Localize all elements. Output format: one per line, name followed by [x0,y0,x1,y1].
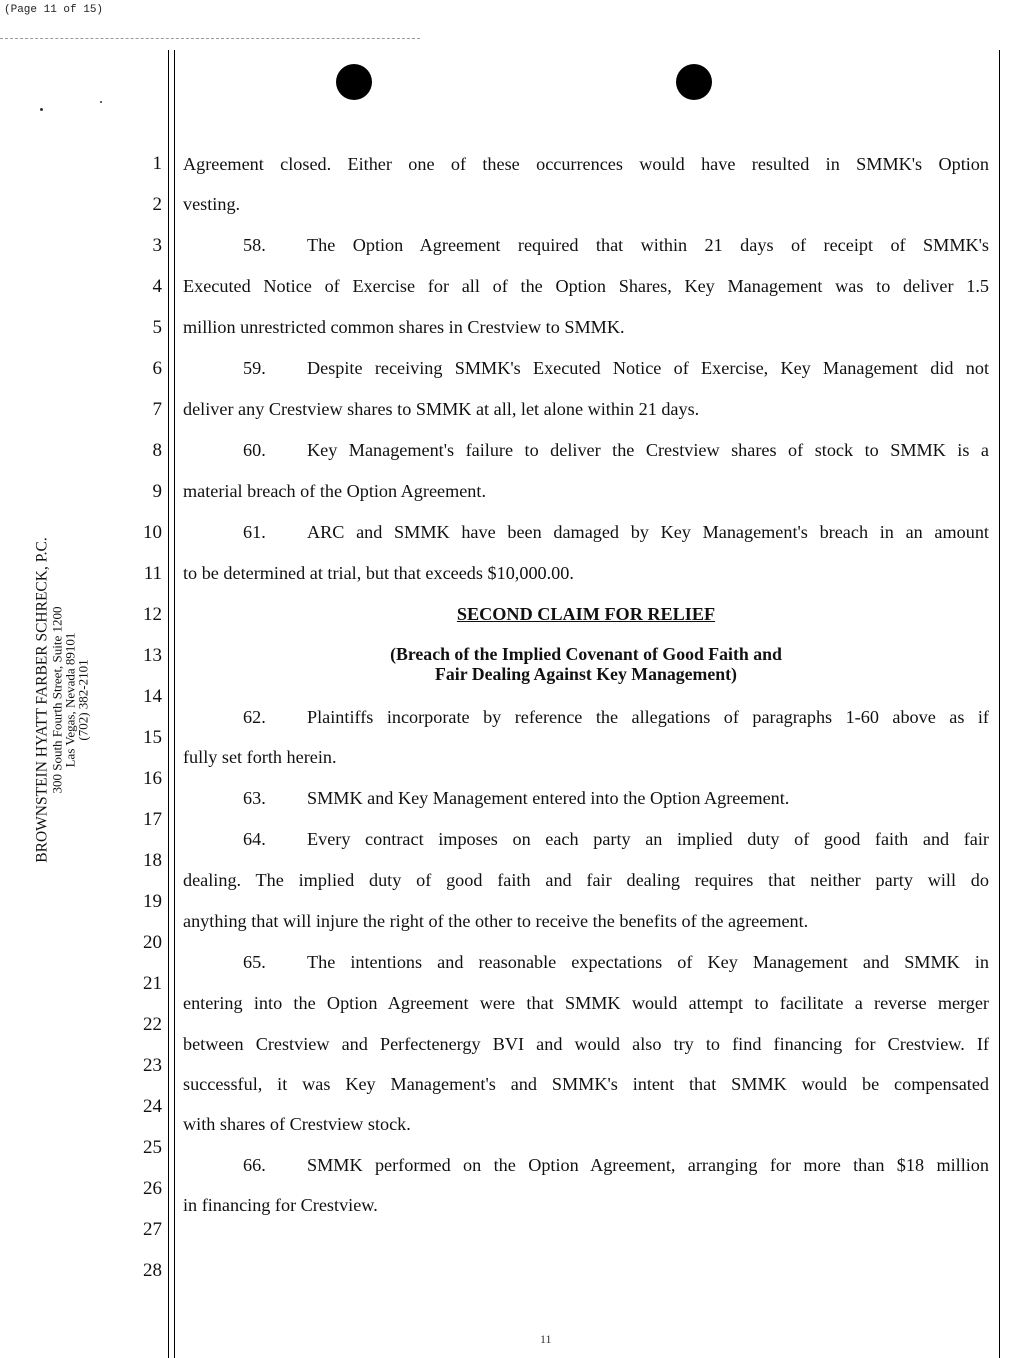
text-line: material breach of the Option Agreement. [183,481,487,501]
line-number: 18 [143,850,162,871]
firm-name: BROWNSTEIN HYATT FARBER SCHRECK, P.C. [33,537,51,863]
line-number: 19 [143,891,162,912]
paragraph-number: 58. [243,235,266,255]
paragraph-number: 64. [243,829,266,849]
text-line: million unrestricted common shares in Crestview to SMMK. [183,317,625,337]
paragraph-65-first-line [183,950,989,974]
line-number: 9 [152,481,162,502]
page-header: (Page 11 of 15) [4,4,104,16]
scan-speck [40,108,43,111]
paragraph-number: 66. [243,1155,266,1175]
left-margin-rule [174,50,175,1358]
firm-address-line2: Las Vegas, Nevada 89101 [62,632,78,768]
line-number: 22 [143,1014,162,1035]
paragraph-text: SMMK performed on the Option Agreement, arranging for more than $18 million [307,1155,989,1175]
line-number: 2 [152,194,162,215]
text-line: deliver any Crestview shares to SMMK at all, let alone within 21 days. [183,399,700,419]
text-line: in financing for Crestview. [183,1195,378,1215]
paragraph-text: Key Management's failure to deliver the Crestview shares of stock to SMMK is a [307,440,989,460]
text-line: between Crestview and Perfectenergy BVI and would also try to find financing for Crestview. If [183,1034,989,1054]
line-number: 7 [152,399,162,420]
line-number: 10 [143,522,162,543]
firm-phone: (702) 382-2101 [75,659,91,741]
line-number: 3 [152,235,162,256]
paragraph-text: Plaintiffs incorporate by reference the allegations of paragraphs 1-60 above as if [307,707,989,727]
punch-hole-right [676,64,712,100]
section-heading [183,602,989,626]
section-heading-text: SECOND CLAIM FOR RELIEF [456,604,716,624]
line-number: 14 [143,686,162,707]
paragraph-63-first-line [183,786,989,810]
line-number: 15 [143,727,162,748]
paragraph-text: The intentions and reasonable expectations of Key Management and SMMK in [307,952,989,972]
line-number: 26 [143,1178,162,1199]
text-line: to be determined at trial, but that exceeds $10,000.00. [183,563,574,583]
paragraph-text: SMMK and Key Management entered into the Option Agreement. [307,788,790,808]
line-number: 11 [143,563,162,584]
paragraph-number: 60. [243,440,266,460]
text-line: fully set forth herein. [183,747,337,767]
section-subheading-line1: (Breach of the Implied Covenant of Good Faith and [390,644,782,664]
paragraph-number: 62. [243,707,266,727]
line-number: 24 [143,1096,162,1117]
text-line: anything that will injure the right of the other to receive the benefits of the agreement. [183,911,809,931]
paragraph-66-first-line [183,1153,989,1177]
paragraph-text: The Option Agreement required that within 21 days of receipt of SMMK's [307,235,989,255]
line-number: 27 [143,1219,162,1240]
line-number: 6 [152,358,162,379]
left-margin-rule [168,50,169,1358]
paragraph-text: ARC and SMMK have been damaged by Key Management's breach in an amount [307,522,989,542]
paragraph-58-first-line [183,233,989,257]
line-number: 4 [152,276,162,297]
line-number: 17 [143,809,162,830]
line-number: 12 [143,604,162,625]
page-footer-number: 11 [540,1332,552,1346]
paragraph-number: 59. [243,358,266,378]
text-line: successful, it was Key Management's and SMMK's intent that SMMK would be compensated [183,1074,989,1094]
line-number: 23 [143,1055,162,1076]
line-number: 21 [143,973,162,994]
paragraph-59-first-line [183,356,989,380]
text-line: Agreement closed. Either one of these occurrences would have resulted in SMMK's Option [183,154,989,174]
paragraph-61-first-line [183,520,989,544]
paragraph-number: 63. [243,788,266,808]
right-margin-rule [999,50,1000,1358]
paragraph-text: Despite receiving SMMK's Executed Notice of Exercise, Key Management did not [307,358,989,378]
paragraph-text: Every contract imposes on each party an implied duty of good faith and fair [307,829,989,849]
line-number: 8 [152,440,162,461]
text-line: vesting. [183,194,241,214]
paragraph-number: 61. [243,522,266,542]
line-number: 25 [143,1137,162,1158]
text-line: Executed Notice of Exercise for all of the Option Shares, Key Management was to deliver 1.5 [183,276,989,296]
text-line: entering into the Option Agreement were that SMMK would attempt to facilitate a reverse merger [183,993,989,1013]
firm-address-line1: 300 South Fourth Street, Suite 1200 [49,606,65,794]
line-number: 5 [152,317,162,338]
scan-speck [100,101,102,103]
line-number: 16 [143,768,162,789]
section-subheading-line2: Fair Dealing Against Key Management) [435,664,737,684]
text-line: dealing. The implied duty of good faith and fair dealing requires that neither party will do [183,870,989,890]
line-number: 20 [143,932,162,953]
paragraph-62-first-line [183,705,989,729]
punch-hole-left [336,64,372,100]
line-number: 28 [143,1260,162,1281]
paragraph-64-first-line [183,827,989,851]
paragraph-60-first-line [183,438,989,462]
scan-artifact-line [0,38,420,40]
paragraph-number: 65. [243,952,266,972]
text-line: with shares of Crestview stock. [183,1114,411,1134]
line-number: 13 [143,645,162,666]
firm-sidebar [35,490,90,910]
line-number: 1 [152,153,162,174]
